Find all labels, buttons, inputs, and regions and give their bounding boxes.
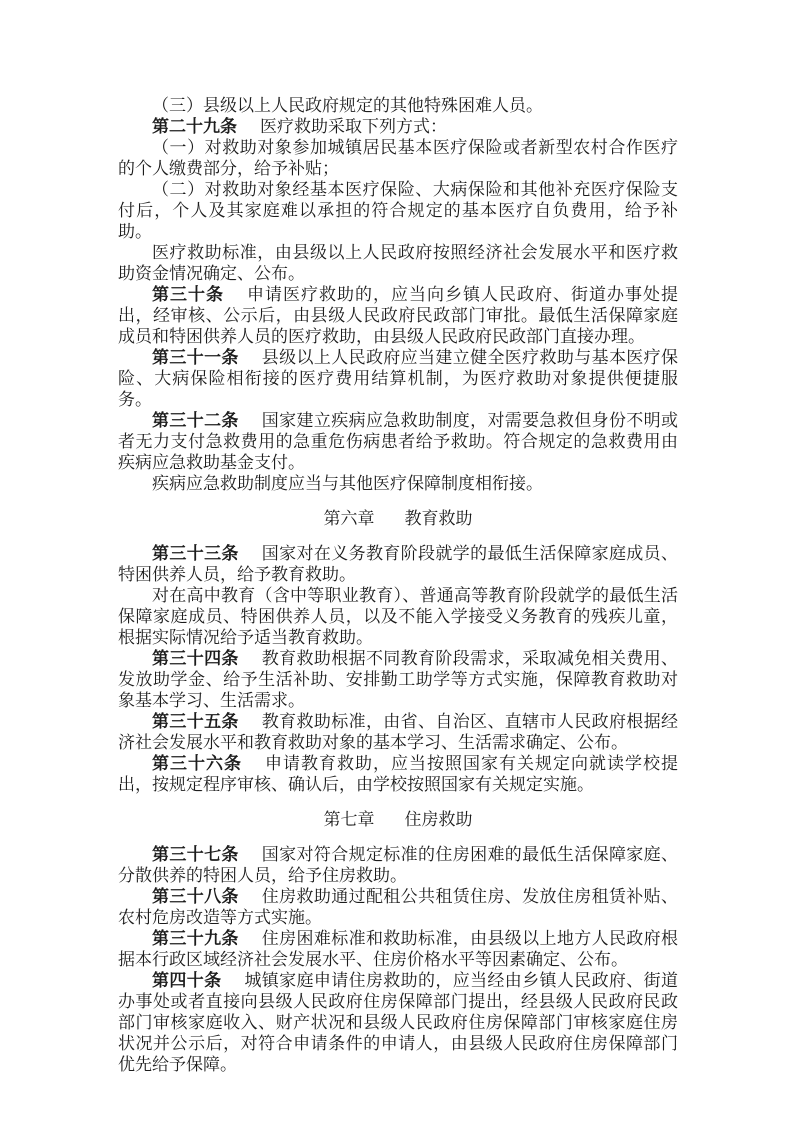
article-paragraph [118, 543, 678, 585]
chapter-heading [118, 809, 678, 830]
chapter-heading [118, 508, 678, 529]
article-paragraph [118, 347, 678, 410]
article-paragraph [118, 410, 678, 473]
article-number: 第四十条 [152, 971, 222, 990]
article-text: 申请教育救助，应当按照国家有关规定向就读学校提出，按规定程序审核、确认后，由学校按照国家有关规定实施。 [118, 754, 678, 794]
paragraph: 医疗救助标准，由县级以上人民政府按照经济社会发展水平和医疗救助资金情况确定、公布。 [118, 243, 678, 283]
paragraph: （一）对救助对象参加城镇居民基本医疗保险或者新型农村合作医疗的个人缴费部分，给予补贴； [118, 138, 678, 178]
article-text: 医疗救助采取下列方式： [260, 117, 447, 136]
article-number: 第三十八条 [152, 887, 239, 906]
article-number: 第三十五条 [152, 712, 239, 731]
article-paragraph [118, 284, 678, 347]
article-paragraph [118, 753, 678, 795]
article-paragraph [118, 844, 678, 886]
article-text: 城镇家庭申请住房救助的，应当经由乡镇人民政府、街道办事处或者直接向县级人民政府住房保障部门提出，经县级人民政府民政部门审核家庭收入、财产状况和县级人民政府住房保障部门审核家庭住房状况并公示后，对符合申请条件的申请人，由县级人民政府住房保障部门优先给予保障。 [118, 971, 679, 1074]
chapter-number: 第六章 [323, 509, 375, 528]
article-text: 国家对符合规定标准的住房困难的最低生活保障家庭、分散供养的特困人员，给予住房救助。 [118, 845, 679, 885]
paragraph: 对在高中教育（含中等职业教育）、普通高等教育阶段就学的最低生活保障家庭成员、特困供养人员，以及不能入学接受义务教育的残疾儿童，根据实际情况给予适当教育救助。 [118, 586, 678, 647]
article-number: 第二十九条 [152, 117, 237, 136]
article-number: 第三十二条 [152, 411, 239, 430]
article-number: 第三十四条 [152, 649, 239, 668]
article-paragraph [118, 886, 678, 928]
article-paragraph [118, 970, 678, 1075]
paragraph: （三）县级以上人民政府规定的其他特殊困难人员。 [152, 96, 543, 115]
article-text: 国家对在义务教育阶段就学的最低生活保障家庭成员、特困供养人员，给予教育救助。 [118, 544, 679, 584]
paragraph: （二）对救助对象经基本医疗保险、大病保险和其他补充医疗保险支付后，个人及其家庭难以承担的符合规定的基本医疗自负费用，给予补助。 [118, 180, 678, 241]
article-paragraph [118, 648, 678, 711]
article-text: 申请医疗救助的，应当向乡镇人民政府、街道办事处提出，经审核、公示后，由县级人民政府民政部门审批。最低生活保障家庭成员和特困供养人员的医疗救助，由县级人民政府民政部门直接办理。 [118, 285, 678, 346]
article-number: 第三十条 [152, 285, 224, 304]
article-paragraph [118, 116, 678, 137]
article-number: 第三十九条 [152, 929, 239, 948]
article-paragraph [118, 711, 678, 753]
article-number: 第三十一条 [152, 348, 239, 367]
chapter-title: 住房救助 [404, 810, 473, 829]
article-number: 第三十六条 [152, 754, 242, 773]
article-text: 国家建立疾病应急救助制度，对需要急救但身份不明或者无力支付急救费用的急重危伤病患者给予救助。符合规定的急救费用由疾病应急救助基金支付。 [118, 411, 679, 472]
article-number: 第三十七条 [152, 845, 239, 864]
paragraph: 疾病应急救助制度应当与其他医疗保障制度相衔接。 [152, 474, 543, 493]
article-text: 住房困难标准和救助标准，由县级以上地方人民政府根据本行政区域经济社会发展水平、住房价格水平等因素确定、公布。 [118, 929, 679, 969]
article-text: 教育救助标准，由省、自治区、直辖市人民政府根据经济社会发展水平和教育救助对象的基本学习、生活需求确定、公布。 [118, 712, 679, 752]
article-paragraph [118, 928, 678, 970]
article-text: 住房救助通过配租公共租赁住房、发放住房租赁补贴、农村危房改造等方式实施。 [118, 887, 679, 927]
document-content [118, 95, 678, 1075]
chapter-number: 第七章 [323, 810, 375, 829]
chapter-title: 教育救助 [404, 509, 473, 528]
article-number: 第三十三条 [152, 544, 239, 563]
article-text: 县级以上人民政府应当建立健全医疗救助与基本医疗保险、大病保险相衔接的医疗费用结算机制，为医疗救助对象提供便捷服务。 [118, 348, 679, 409]
article-text: 教育救助根据不同教育阶段需求，采取减免相关费用、发放助学金、给予生活补助、安排勤工助学等方式实施，保障教育救助对象基本学习、生活需求。 [118, 649, 679, 710]
